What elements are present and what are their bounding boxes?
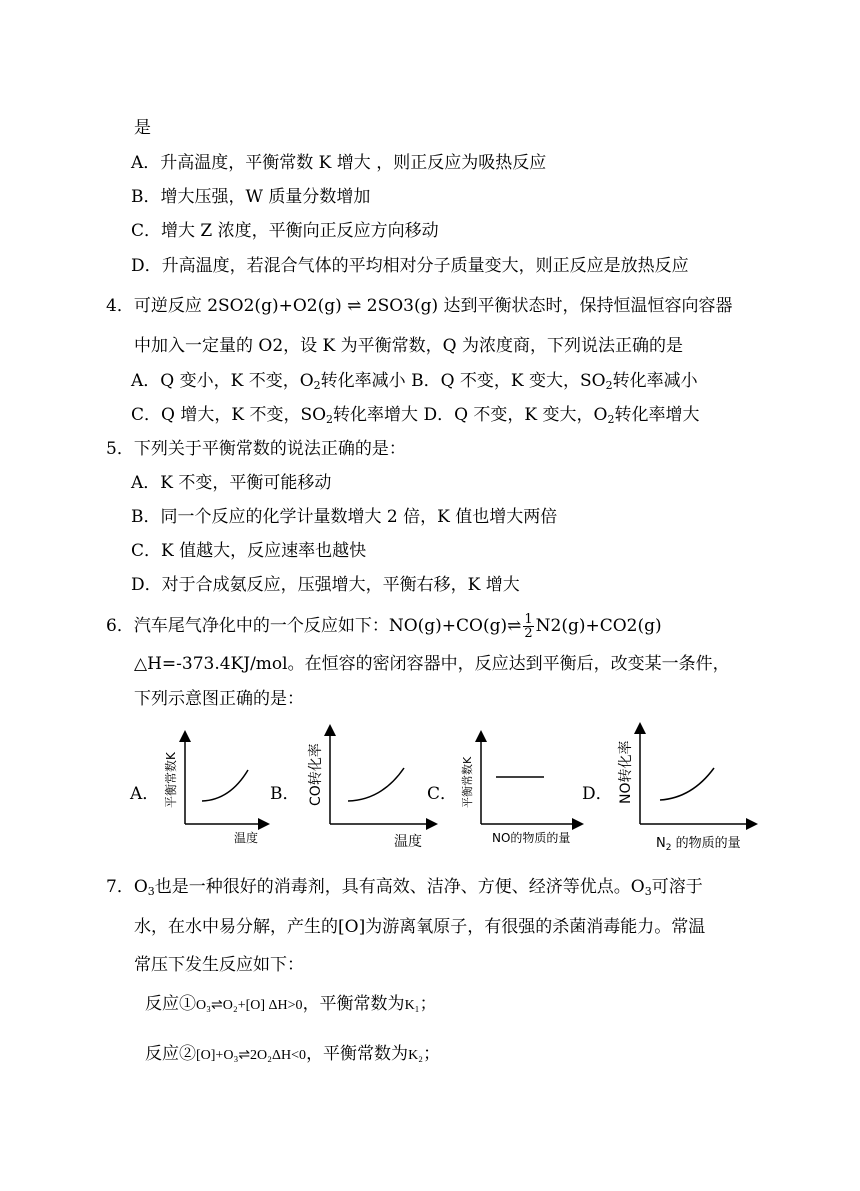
graph-b-x-label: 温度 xyxy=(394,834,422,850)
q6-stem-line2: △H=-373.4KJ/mol。在恒容的密闭容器中，反应达到平衡后，改变某一条件， xyxy=(134,654,730,674)
q4-option-cd xyxy=(131,404,699,431)
q4-option-b: B．Q 不变，K 变大，$SO_2$转化率减小 xyxy=(411,371,698,392)
q7-stem-line3: 常压下发生反应如下： xyxy=(134,955,304,975)
q4-option-d: D．Q 不变，K 变大，$O_2$转化率增大 xyxy=(423,405,700,426)
q5-option-a: A．K 不变，平衡可能移动 xyxy=(131,473,332,493)
graph-d-y-label: NO转化率 xyxy=(618,740,634,804)
q6-stem-line1: 6．汽车尾气净化中的一个反应如下：NO(g)+CO(g)⇌ $\frac{1}{2}$ N2(g)+CO2(g) xyxy=(106,612,662,641)
q7-k1: K₁ xyxy=(404,998,420,1013)
q6-stem-line3: 下列示意图正确的是： xyxy=(134,689,304,709)
graph-b-label: B． xyxy=(270,784,300,804)
graph-a-label: A． xyxy=(130,784,160,804)
graph-b-y-label: CO转化率 xyxy=(308,743,324,806)
q4-option-ab xyxy=(131,370,698,397)
q3-stem-continuation: 是 xyxy=(134,118,151,138)
q7-reaction-1: 反应①O₃⇌O₂+[O] ΔH>0，平衡常数为K₁； xyxy=(145,994,437,1014)
q7-reaction-2-equation: [O]+O₃⇌2O₂ΔH<0 xyxy=(196,1048,307,1063)
graph-c-y-label: 平衡常数K xyxy=(461,756,474,808)
graph-d xyxy=(612,720,758,854)
graph-a-y-label: 平衡常数K xyxy=(164,752,178,808)
q5-option-b: B．同一个反应的化学计量数增大 2 倍，K 值也增大两倍 xyxy=(131,507,558,527)
q7-stem-line2: 水，在水中易分解，产生的[O]为游离氧原子，有很强的杀菌消毒能力。常温 xyxy=(134,917,706,937)
q3-option-c: C．增大 Z 浓度，平衡向正反应方向移动 xyxy=(131,221,439,241)
q4-stem-line2: 中加入一定量的 O2，设 K 为平衡常数，Q 为浓度商，下列说法正确的是 xyxy=(134,336,684,356)
graph-c-x-label: NO的物质的量 xyxy=(492,831,571,845)
q3-option-d: D．升高温度，若混合气体的平均相对分子质量变大，则正反应是放热反应 xyxy=(131,256,689,276)
graph-c-label: C． xyxy=(427,784,458,804)
q7-k2: K₂ xyxy=(408,1048,424,1063)
graph-a-x-label: 温度 xyxy=(234,831,259,845)
q3-option-a: A．升高温度，平衡常数 K 增大 ，则正反应为吸热反应 xyxy=(131,153,547,173)
graph-a-curve xyxy=(202,770,248,801)
q7-reaction-1-equation: O₃⇌O₂+[O] ΔH>0 xyxy=(196,998,303,1013)
graph-d-curve xyxy=(660,768,714,800)
graph-d-label: D． xyxy=(582,784,613,804)
graph-c xyxy=(456,728,586,848)
graph-b xyxy=(300,722,440,852)
q7-reaction-2: 反应②[O]+O₃⇌2O₂ΔH<0，平衡常数为K₂； xyxy=(145,1044,441,1064)
q4-option-a: A．Q 变小，K 不变，$O_2$转化率减小 xyxy=(131,371,406,392)
q5-option-c: C．K 值越大，反应速率也越快 xyxy=(131,541,367,561)
graph-a xyxy=(160,728,270,848)
q3-option-b: B．增大压强，W 质量分数增加 xyxy=(131,187,371,207)
q4-stem-line1: 4．可逆反应 2SO2(g)+O2(g) ⇌ 2SO3(g) 达到平衡状态时，保持恒温恒容向容器 xyxy=(106,296,733,316)
fraction-one-half: $\frac{1}{2}$ xyxy=(524,612,533,641)
q5-option-d: D．对于合成氨反应，压强增大，平衡右移，K 增大 xyxy=(131,575,520,595)
q7-stem-line1: 7．$O_3$也是一种很好的消毒剂，具有高效、洁净、方便、经济等优点。$O_3$可溶于 xyxy=(106,877,703,898)
graph-b-curve xyxy=(348,768,404,801)
q4-option-c: C．Q 增大，K 不变，$SO_2$转化率增大 xyxy=(131,405,419,426)
q5-stem: 5．下列关于平衡常数的说法正确的是： xyxy=(106,439,406,459)
graph-d-x-label: $N_2$ 的物质的量 xyxy=(656,836,741,853)
